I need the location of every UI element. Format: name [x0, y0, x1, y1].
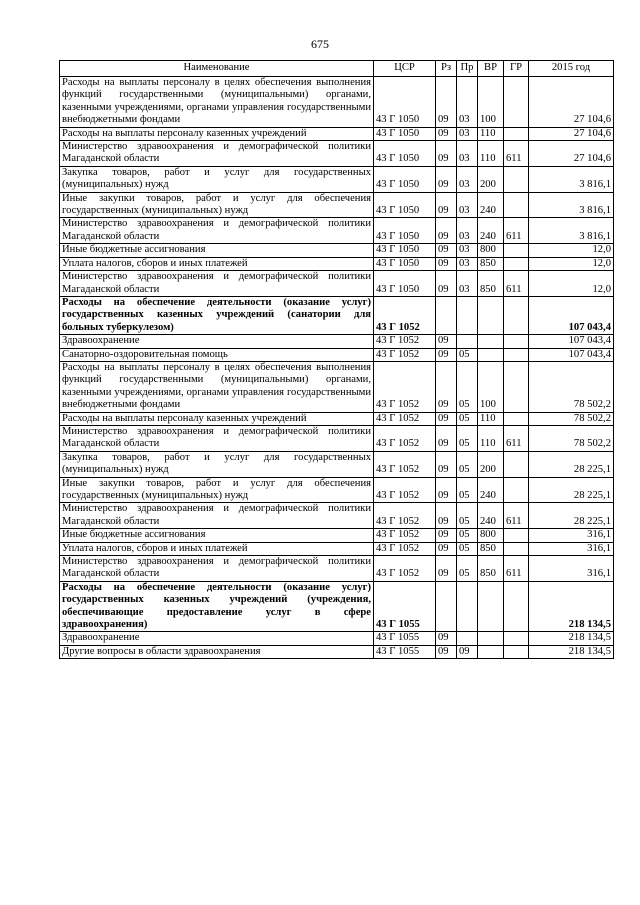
- cell-csr: 43 Г 1050: [374, 257, 436, 270]
- cell-amount: 12,0: [529, 244, 614, 257]
- cell-vr: [478, 632, 504, 645]
- cell-gr: [504, 77, 529, 128]
- cell-vr: 110: [478, 127, 504, 140]
- cell-amount: 12,0: [529, 271, 614, 297]
- cell-csr: 43 Г 1055: [374, 581, 436, 632]
- cell-gr: 611: [504, 503, 529, 529]
- table-row: [60, 556, 614, 582]
- cell-rz: 09: [436, 244, 457, 257]
- table-row: [60, 296, 614, 334]
- cell-amount: 218 134,5: [529, 645, 614, 658]
- cell-name: Закупка товаров, работ и услуг для государственных (муниципальных) нужд: [60, 451, 374, 477]
- cell-csr: 43 Г 1052: [374, 348, 436, 361]
- cell-pr: 03: [457, 257, 478, 270]
- cell-amount: 107 043,4: [529, 335, 614, 348]
- cell-gr: [504, 348, 529, 361]
- cell-pr: [457, 581, 478, 632]
- cell-csr: 43 Г 1052: [374, 556, 436, 582]
- cell-gr: [504, 412, 529, 425]
- cell-pr: 03: [457, 244, 478, 257]
- cell-csr: 43 Г 1052: [374, 529, 436, 542]
- cell-csr: 43 Г 1050: [374, 244, 436, 257]
- table-row: [60, 335, 614, 348]
- cell-pr: 03: [457, 166, 478, 192]
- cell-name: Министерство здравоохранения и демографической политики Магаданской области: [60, 425, 374, 451]
- table-row: [60, 451, 614, 477]
- cell-vr: [478, 348, 504, 361]
- cell-gr: [504, 166, 529, 192]
- cell-amount: 107 043,4: [529, 348, 614, 361]
- cell-pr: 03: [457, 127, 478, 140]
- cell-vr: 200: [478, 166, 504, 192]
- cell-gr: [504, 632, 529, 645]
- header-pr: Пр: [457, 61, 478, 77]
- cell-gr: 611: [504, 271, 529, 297]
- cell-vr: [478, 296, 504, 334]
- cell-rz: 09: [436, 451, 457, 477]
- cell-gr: 611: [504, 218, 529, 244]
- cell-pr: 05: [457, 425, 478, 451]
- cell-pr: 03: [457, 192, 478, 218]
- cell-amount: 78 502,2: [529, 425, 614, 451]
- cell-amount: 218 134,5: [529, 581, 614, 632]
- header-name: Наименование: [60, 61, 374, 77]
- cell-csr: 43 Г 1052: [374, 425, 436, 451]
- cell-name: Здравоохранение: [60, 632, 374, 645]
- cell-name: Расходы на выплаты персоналу казенных учреждений: [60, 127, 374, 140]
- cell-name: Уплата налогов, сборов и иных платежей: [60, 542, 374, 555]
- cell-name: Министерство здравоохранения и демографической политики Магаданской области: [60, 503, 374, 529]
- table-row: [60, 645, 614, 658]
- cell-rz: 09: [436, 412, 457, 425]
- cell-csr: 43 Г 1050: [374, 77, 436, 128]
- cell-csr: 43 Г 1052: [374, 335, 436, 348]
- header-year: 2015 год: [529, 61, 614, 77]
- cell-pr: 03: [457, 141, 478, 167]
- cell-rz: 09: [436, 348, 457, 361]
- header-csr: ЦСР: [374, 61, 436, 77]
- cell-vr: 110: [478, 141, 504, 167]
- cell-amount: 78 502,2: [529, 412, 614, 425]
- cell-amount: 3 816,1: [529, 192, 614, 218]
- cell-vr: 100: [478, 77, 504, 128]
- table-row: [60, 361, 614, 412]
- cell-name: Иные закупки товаров, работ и услуг для обеспечения государственных (муниципальных) нужд: [60, 192, 374, 218]
- cell-pr: 09: [457, 645, 478, 658]
- cell-vr: 800: [478, 529, 504, 542]
- cell-name: Министерство здравоохранения и демографической политики Магаданской области: [60, 218, 374, 244]
- cell-gr: 611: [504, 141, 529, 167]
- cell-vr: 240: [478, 477, 504, 503]
- cell-vr: 240: [478, 192, 504, 218]
- cell-rz: 09: [436, 361, 457, 412]
- cell-amount: 107 043,4: [529, 296, 614, 334]
- cell-vr: 100: [478, 361, 504, 412]
- cell-pr: 03: [457, 218, 478, 244]
- cell-amount: 316,1: [529, 556, 614, 582]
- cell-name: Министерство здравоохранения и демографической политики Магаданской области: [60, 556, 374, 582]
- cell-amount: 28 225,1: [529, 451, 614, 477]
- cell-csr: 43 Г 1055: [374, 632, 436, 645]
- cell-pr: 05: [457, 412, 478, 425]
- cell-pr: 05: [457, 477, 478, 503]
- cell-name: Другие вопросы в области здравоохранения: [60, 645, 374, 658]
- cell-name: Расходы на обеспечение деятельности (оказание услуг) государственных казенных учреждений (учреждения, обеспечивающие предоставление услуг в сфере здравоохранения): [60, 581, 374, 632]
- table-row: [60, 412, 614, 425]
- cell-vr: 850: [478, 556, 504, 582]
- cell-csr: 43 Г 1050: [374, 127, 436, 140]
- cell-name: Расходы на выплаты персоналу в целях обеспечения выполнения функций государственными (муниципальными) органами, казенными учреждениями, органами управления государственными внебюджетными фондами: [60, 361, 374, 412]
- table-row: [60, 166, 614, 192]
- cell-amount: 3 816,1: [529, 166, 614, 192]
- cell-gr: [504, 296, 529, 334]
- cell-rz: 09: [436, 141, 457, 167]
- cell-vr: 850: [478, 271, 504, 297]
- cell-pr: [457, 632, 478, 645]
- cell-rz: 09: [436, 542, 457, 555]
- cell-pr: 03: [457, 271, 478, 297]
- table-row: [60, 244, 614, 257]
- cell-vr: [478, 645, 504, 658]
- cell-name: Здравоохранение: [60, 335, 374, 348]
- cell-amount: 3 816,1: [529, 218, 614, 244]
- cell-name: Иные бюджетные ассигнования: [60, 244, 374, 257]
- cell-amount: 316,1: [529, 542, 614, 555]
- cell-rz: 09: [436, 257, 457, 270]
- cell-rz: 09: [436, 503, 457, 529]
- table-row: [60, 529, 614, 542]
- cell-pr: [457, 296, 478, 334]
- cell-gr: [504, 335, 529, 348]
- cell-pr: [457, 335, 478, 348]
- cell-rz: 09: [436, 77, 457, 128]
- cell-rz: 09: [436, 425, 457, 451]
- cell-gr: [504, 361, 529, 412]
- cell-csr: 43 Г 1050: [374, 271, 436, 297]
- table-row: [60, 581, 614, 632]
- cell-rz: 09: [436, 192, 457, 218]
- cell-amount: 27 104,6: [529, 77, 614, 128]
- cell-csr: 43 Г 1050: [374, 141, 436, 167]
- cell-amount: 218 134,5: [529, 632, 614, 645]
- cell-name: Иные бюджетные ассигнования: [60, 529, 374, 542]
- cell-gr: 611: [504, 425, 529, 451]
- cell-pr: 05: [457, 361, 478, 412]
- table-row: [60, 632, 614, 645]
- cell-vr: 240: [478, 503, 504, 529]
- cell-name: Расходы на выплаты персоналу казенных учреждений: [60, 412, 374, 425]
- cell-rz: [436, 581, 457, 632]
- cell-rz: 09: [436, 556, 457, 582]
- cell-amount: 27 104,6: [529, 127, 614, 140]
- cell-gr: [504, 451, 529, 477]
- cell-rz: 09: [436, 645, 457, 658]
- table-row: [60, 77, 614, 128]
- cell-pr: 05: [457, 542, 478, 555]
- cell-pr: 05: [457, 503, 478, 529]
- cell-gr: 611: [504, 556, 529, 582]
- cell-amount: 28 225,1: [529, 503, 614, 529]
- cell-pr: 05: [457, 556, 478, 582]
- cell-gr: [504, 257, 529, 270]
- cell-csr: 43 Г 1052: [374, 503, 436, 529]
- cell-vr: [478, 581, 504, 632]
- cell-amount: 27 104,6: [529, 141, 614, 167]
- table-row: [60, 141, 614, 167]
- cell-csr: 43 Г 1055: [374, 645, 436, 658]
- page-number: 675: [311, 37, 329, 51]
- cell-name: Санаторно-оздоровительная помощь: [60, 348, 374, 361]
- cell-csr: 43 Г 1052: [374, 361, 436, 412]
- cell-rz: 09: [436, 166, 457, 192]
- cell-csr: 43 Г 1052: [374, 412, 436, 425]
- cell-name: Расходы на выплаты персоналу в целях обеспечения выполнения функций государственными (муниципальными) органами, казенными учреждениями, органами управления государственными внебюджетными фондами: [60, 77, 374, 128]
- table-row: [60, 348, 614, 361]
- cell-rz: 09: [436, 477, 457, 503]
- cell-name: Министерство здравоохранения и демографической политики Магаданской области: [60, 141, 374, 167]
- cell-gr: [504, 529, 529, 542]
- cell-csr: 43 Г 1050: [374, 192, 436, 218]
- cell-vr: 200: [478, 451, 504, 477]
- cell-vr: 800: [478, 244, 504, 257]
- cell-rz: 09: [436, 271, 457, 297]
- cell-name: Расходы на обеспечение деятельности (оказание услуг) государственных казенных учреждений (санатории для больных туберкулезом): [60, 296, 374, 334]
- cell-csr: 43 Г 1050: [374, 166, 436, 192]
- table-row: [60, 218, 614, 244]
- cell-pr: 03: [457, 77, 478, 128]
- cell-csr: 43 Г 1052: [374, 296, 436, 334]
- cell-csr: 43 Г 1052: [374, 451, 436, 477]
- cell-gr: [504, 477, 529, 503]
- header-gr: ГР: [504, 61, 529, 77]
- table-row: [60, 257, 614, 270]
- cell-gr: [504, 581, 529, 632]
- table-row: [60, 271, 614, 297]
- cell-amount: 28 225,1: [529, 477, 614, 503]
- table-row: [60, 477, 614, 503]
- cell-vr: 240: [478, 218, 504, 244]
- cell-rz: 09: [436, 218, 457, 244]
- table-row: [60, 425, 614, 451]
- cell-amount: 78 502,2: [529, 361, 614, 412]
- cell-gr: [504, 542, 529, 555]
- table-row: [60, 542, 614, 555]
- cell-pr: 05: [457, 451, 478, 477]
- header-vr: ВР: [478, 61, 504, 77]
- cell-pr: 05: [457, 348, 478, 361]
- cell-vr: 110: [478, 425, 504, 451]
- table-row: [60, 192, 614, 218]
- cell-vr: [478, 335, 504, 348]
- cell-name: Закупка товаров, работ и услуг для государственных (муниципальных) нужд: [60, 166, 374, 192]
- cell-gr: [504, 127, 529, 140]
- cell-gr: [504, 244, 529, 257]
- cell-rz: 09: [436, 632, 457, 645]
- cell-name: Министерство здравоохранения и демографической политики Магаданской области: [60, 271, 374, 297]
- cell-rz: [436, 296, 457, 334]
- cell-gr: [504, 645, 529, 658]
- budget-table: [59, 60, 614, 659]
- cell-vr: 850: [478, 542, 504, 555]
- cell-vr: 850: [478, 257, 504, 270]
- cell-rz: 09: [436, 335, 457, 348]
- table-row: [60, 503, 614, 529]
- cell-csr: 43 Г 1050: [374, 218, 436, 244]
- cell-name: Иные закупки товаров, работ и услуг для обеспечения государственных (муниципальных) нужд: [60, 477, 374, 503]
- cell-csr: 43 Г 1052: [374, 477, 436, 503]
- cell-csr: 43 Г 1052: [374, 542, 436, 555]
- cell-name: Уплата налогов, сборов и иных платежей: [60, 257, 374, 270]
- cell-rz: 09: [436, 127, 457, 140]
- cell-gr: [504, 192, 529, 218]
- table-row: [60, 127, 614, 140]
- cell-amount: 12,0: [529, 257, 614, 270]
- cell-amount: 316,1: [529, 529, 614, 542]
- cell-rz: 09: [436, 529, 457, 542]
- header-rz: Рз: [436, 61, 457, 77]
- cell-vr: 110: [478, 412, 504, 425]
- header-row: [60, 61, 614, 77]
- cell-pr: 05: [457, 529, 478, 542]
